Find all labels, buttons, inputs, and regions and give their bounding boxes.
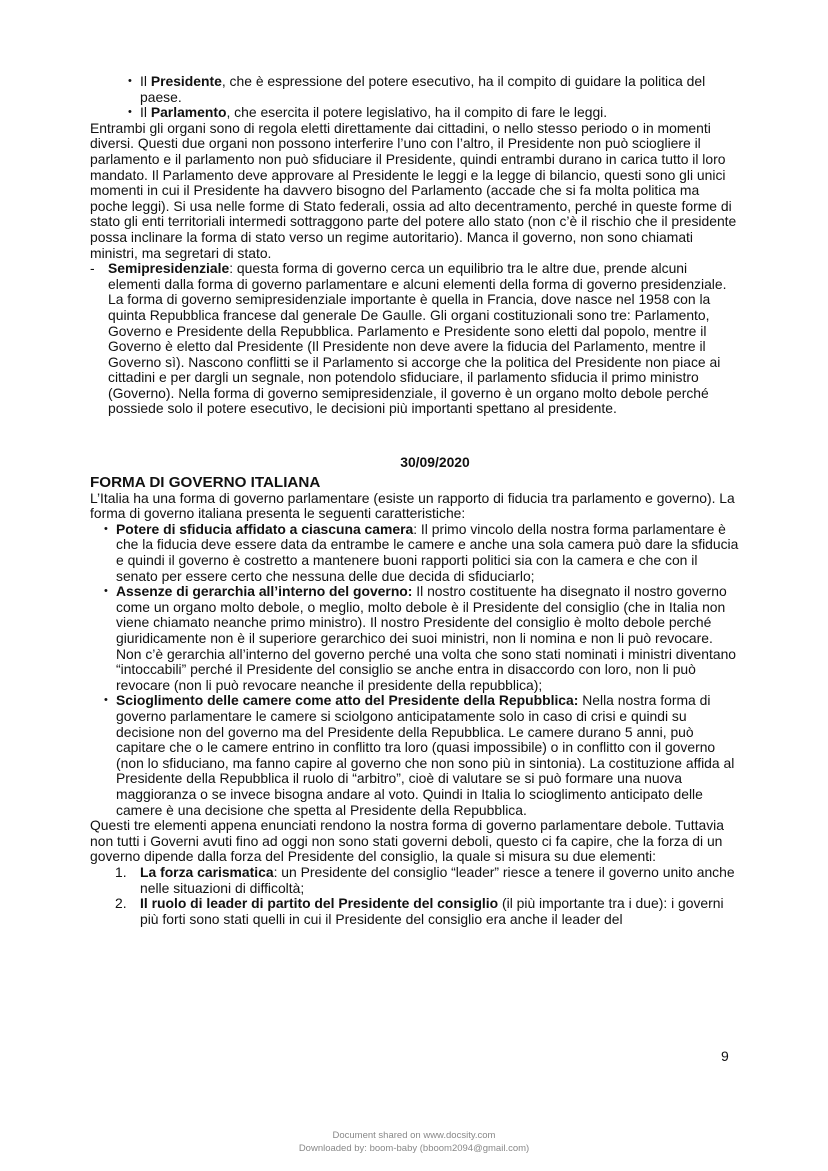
bullet-presidente: • Il Presidente, che è espressione del potere esecutivo, ha il compito di guidare la politica del paese. [128,74,740,105]
section-date: 30/09/2020 [400,454,470,471]
section-heading: FORMA DI GOVERNO ITALIANA [90,473,321,491]
feature-item: • Potere di sfiducia affidato a ciascuna camera: Il primo vincolo della nostra forma parlamentare è che la fiducia deve essere data da entrambe le camere e anche una sola camera può dare la sfiducia e quindi il governo è costretto a mantenere buoni rapporti politici sia con la camera e che con il senato per essere certo che nessuna delle due decida di sfiduciarlo; [104,522,740,584]
paragraph-intro: L’Italia ha una forma di governo parlamentare (esiste un rapporto di fiducia tra parlamento e governo). La forma di governo italiana presenta le seguenti caratteristiche: [90,489,735,522]
page-number: 9 [721,1048,729,1064]
numbered-item: 1. La forza carismatica: un Presidente del consiglio “leader” riesce a tenere il governo unito anche nelle situazioni di difficoltà; [115,863,735,896]
feature-item: • Scioglimento delle camere come atto del Presidente della Repubblica: Nella nostra forma di governo parlamentare le camere si sciolgono anticipatamente solo in caso di crisi e quindi su decisione non del governo ma del Presidente della Repubblica. Le camere durano 5 anni, può capitare che o le camere entrino in conflitto tra loro (quasi impossibile) o in conflitto con il governo (non lo sfiduciano, ma fanno capire al governo che non sono più in sintonia). La costituzione affida al Presidente della Repubblica il ruolo di “arbitro”, cioè di valutare se si può formare una nuova maggioranza o se invece bisogna andare al voto. Quindi in Italia lo scioglimento anticipato delle camere è una decisione che spetta al Presidente della Repubblica. [104,693,740,818]
paragraph-presidential: Entrambi gli organi sono di regola eletti direttamente dai cittadini, o nello stesso periodo o in momenti diversi. Questi due organi non possono interferire l’uno con l’altro, il Presidente non può sciogliere il parlamento e il parlamento non può sfiduciare il Presidente, quindi entrambi durano in carica tutto il loro mandato. Il Parlamento deve approvare al Presidente le leggi e la legge di bilancio, questi sono gli unici momenti in cui il Presidente ha davvero bisogno del Parlamento (accade che si fa molta politica ma poche leggi). Si usa nelle forme di Stato federali, ossia ad alto decentramento, perché in queste forme di stato gli enti territoriali intermedi sottraggono parte del potere allo stato (non c’è il rischio che il presidente possa inclinare la forma di stato verso un regime autoritario). Manca il governo, non sono chiamati ministri, ma segretari di stato. [90,119,737,261]
dash-item-semipresidenziale: - Semipresidenziale: questa forma di governo cerca un equilibrio tra le altre due, prende alcuni elementi dalla forma di governo parlamentare e alcuni elementi della forma di governo presidenziale. La forma di governo semipresidenziale importante è quella in Francia, dove nasce nel 1958 con la quinta Repubblica francese dal generale De Gaulle. Gli organi costituzionali sono tre: Parlamento, Governo e Presidente della Repubblica. Parlamento e Presidente sono eletti dal popolo, mentre il Governo è eletto dal Presidente (Il Presidente non deve avere la fiducia del Parlamento, mentre il Governo sì). Nascono conflitti se il Parlamento si accorge che la politica del Presidente non piace ai cittadini e per dargli un segnale, non potendolo sfiduciare, il parlamento sfiducia il primo ministro (Governo). Nella forma di governo semipresidenziale, il governo è un organo molto debole perché possiede solo il potere esecutivo, le decisioni più importanti spettano al presidente. [90,260,727,417]
footer-download-note: Downloaded by: boom-baby (bboom2094@gmail.com) [298,1143,530,1154]
footer-shared-note: Document shared on www.docsity.com [332,1130,496,1141]
paragraph-weak-government: Questi tre elementi appena enunciati rendono la nostra forma di governo parlamentare debole. Tuttavia non tutti i Governi avuti fino ad oggi non sono stati governi deboli, questo ci fa capire, che la forza di un governo dipende dalla forza del Presidente del consiglio, la quale si misura su due elementi: [90,817,724,865]
feature-item: • Assenze di gerarchia all’interno del governo: Il nostro costituente ha disegnato il nostro governo come un organo molto debole, o meglio, molto debole è il Presidente del consiglio (che in Italia non viene chiamato neanche primo ministro). Il nostro Presidente del consiglio è molto debole perché giuridicamente non è il superiore gerarchico dei suoi ministri, non li nomina e non li può revocare. Non c’è gerarchia all’interno del governo perché una volta che sono stati nominati i ministri diventano “intoccabili” perché il Presidente del consiglio se anche entra in disaccordo con loro, non li può revocare (non li può revocare neanche il presidente della repubblica); [104,584,740,693]
document-page [90,74,740,927]
numbered-item: 2. Il ruolo di leader di partito del Presidente del consiglio (il più importante tra i due): i governi più forti sono stati quelli in cui il Presidente del consiglio era anche il leader del [115,895,724,927]
bullet-parlamento: • Il Parlamento, che esercita il potere legislativo, ha il compito di fare le leggi. [128,105,740,121]
